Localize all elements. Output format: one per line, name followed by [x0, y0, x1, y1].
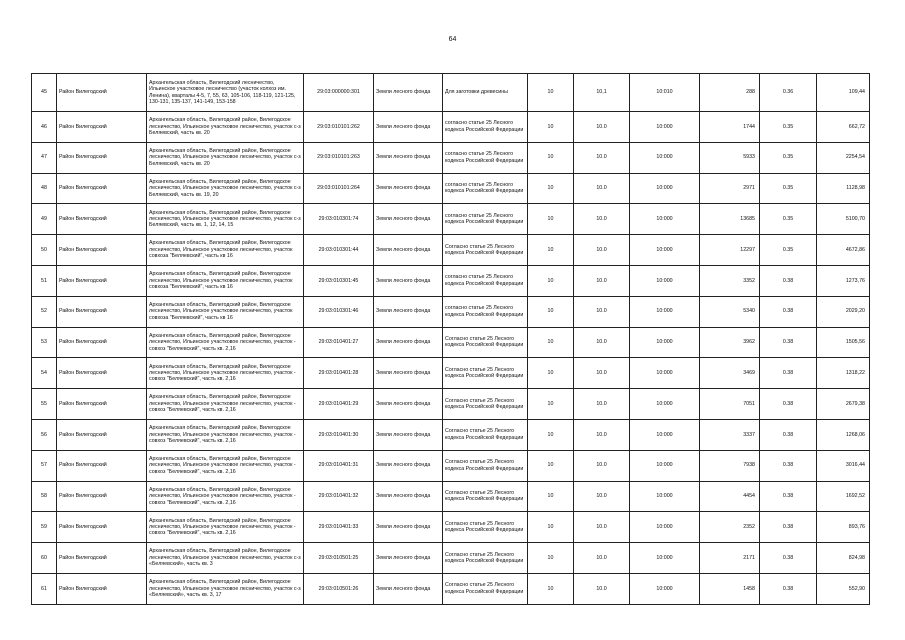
location-cell: Архангельская область, Вилегодский район, Вилегодское лесничество, Ильинское участковое лесничество, участок - совхоз "Беляевский", часть кв. 2,16: [147, 481, 304, 512]
purpose-cell: Согласно статье 25 Лесного кодекса Российской Федерации: [443, 481, 528, 512]
land-category-cell: Земли лесного фонда: [374, 389, 443, 420]
location-cell: Архангельская область, Вилегодский район, Вилегодское лесничество, Ильинское участковое лесничество, участок совхоза "Беляевский", часть кв 16: [147, 296, 304, 327]
value-cell-1: 10: [528, 419, 574, 450]
value-cell-3: 10:000: [630, 204, 700, 235]
district-cell: Район Вилегодский: [57, 419, 147, 450]
value-cell-3: 10:000: [630, 265, 700, 296]
sum-cell: 5100,70: [817, 204, 870, 235]
cadastre-number-cell: 29:03:010301:45: [304, 265, 374, 296]
value-cell-1: 10: [528, 389, 574, 420]
land-category-cell: Земли лесного фонда: [374, 173, 443, 204]
value-cell-3: 10:000: [630, 481, 700, 512]
table-row: [32, 481, 870, 512]
district-cell: Район Вилегодский: [57, 112, 147, 143]
rate-cell: 0.38: [760, 573, 817, 604]
cadastre-number-cell: 29:03:010301:44: [304, 235, 374, 266]
row-number: 59: [32, 512, 57, 543]
row-number: 49: [32, 204, 57, 235]
value-cell-1: 10: [528, 142, 574, 173]
location-cell: Архангельская область, Вилегодский район, Вилегодское лесничество, Ильинское участковое лесничество, участок - совхоз "Беляевский", часть кв. 2,16: [147, 512, 304, 543]
area-cell: 7938: [700, 450, 760, 481]
district-cell: Район Вилегодский: [57, 296, 147, 327]
area-cell: 1458: [700, 573, 760, 604]
purpose-cell: согласно статье 25 Лесного кодекса Российской Федерации: [443, 265, 528, 296]
value-cell-1: 10: [528, 74, 574, 112]
sum-cell: 109,44: [817, 74, 870, 112]
rate-cell: 0.35: [760, 204, 817, 235]
sum-cell: 1505,56: [817, 327, 870, 358]
value-cell-2: 10.0: [574, 573, 630, 604]
value-cell-2: 10.0: [574, 204, 630, 235]
land-category-cell: Земли лесного фонда: [374, 358, 443, 389]
table-row: [32, 450, 870, 481]
purpose-cell: Для заготовки древесины: [443, 74, 528, 112]
land-category-cell: Земли лесного фонда: [374, 74, 443, 112]
cadastre-number-cell: 29:03:010401:32: [304, 481, 374, 512]
district-cell: Район Вилегодский: [57, 481, 147, 512]
value-cell-1: 10: [528, 204, 574, 235]
cadastre-number-cell: 29:03:010501:26: [304, 573, 374, 604]
sum-cell: 2679,38: [817, 389, 870, 420]
district-cell: Район Вилегодский: [57, 327, 147, 358]
cadastre-number-cell: 29:03:010401:33: [304, 512, 374, 543]
sum-cell: 2029,20: [817, 296, 870, 327]
value-cell-1: 10: [528, 112, 574, 143]
row-number: 46: [32, 112, 57, 143]
table-row: [32, 265, 870, 296]
area-cell: 3337: [700, 419, 760, 450]
location-cell: Архангельская область, Вилегодский район, Вилегодское лесничество, Ильинское участковое лесничество, участок с-з Беляевский, часть кв. 20: [147, 112, 304, 143]
area-cell: 13685: [700, 204, 760, 235]
location-cell: Архангельская область, Вилегодский район, Вилегодское лесничество, Ильинское участковое лесничество, участок - совхоз "Беляевский", часть кв. 2,16: [147, 358, 304, 389]
area-cell: 2171: [700, 543, 760, 574]
purpose-cell: Согласно статье 25 Лесного кодекса Российской Федерации: [443, 450, 528, 481]
purpose-cell: Согласно статье 25 Лесного кодекса Российской Федерации: [443, 419, 528, 450]
area-cell: 1744: [700, 112, 760, 143]
purpose-cell: согласно статье 25 Лесного кодекса Российской Федерации: [443, 296, 528, 327]
land-category-cell: Земли лесного фонда: [374, 296, 443, 327]
land-category-cell: Земли лесного фонда: [374, 112, 443, 143]
value-cell-1: 10: [528, 512, 574, 543]
cadastre-number-cell: 29:03:010401:27: [304, 327, 374, 358]
value-cell-3: 10:000: [630, 327, 700, 358]
rate-cell: 0.38: [760, 265, 817, 296]
location-cell: Архангельская область, Вилегодский район, Вилегодское лесничество, Ильинское участковое лесничество, участок с-з Беляевский, часть кв. 20: [147, 142, 304, 173]
land-category-cell: Земли лесного фонда: [374, 512, 443, 543]
row-number: 57: [32, 450, 57, 481]
row-number: 55: [32, 389, 57, 420]
value-cell-3: 10:000: [630, 512, 700, 543]
table-row: [32, 327, 870, 358]
district-cell: Район Вилегодский: [57, 573, 147, 604]
location-cell: Архангельская область, Вилегодский район, Вилегодское лесничество, Ильинское участковое лесничество, участок с-з Беляевский, часть кв. 1, 12, 14, 15: [147, 204, 304, 235]
cadastre-number-cell: 29:03:010301:46: [304, 296, 374, 327]
sum-cell: 824,98: [817, 543, 870, 574]
cadastre-number-cell: 29:03:010401:28: [304, 358, 374, 389]
value-cell-2: 10.0: [574, 265, 630, 296]
value-cell-1: 10: [528, 265, 574, 296]
land-category-cell: Земли лесного фонда: [374, 481, 443, 512]
row-number: 56: [32, 419, 57, 450]
value-cell-2: 10.0: [574, 419, 630, 450]
rate-cell: 0.38: [760, 419, 817, 450]
district-cell: Район Вилегодский: [57, 142, 147, 173]
cadastre-number-cell: 29:03:010401:29: [304, 389, 374, 420]
rate-cell: 0.38: [760, 358, 817, 389]
value-cell-3: 10:000: [630, 450, 700, 481]
area-cell: 2352: [700, 512, 760, 543]
value-cell-1: 10: [528, 450, 574, 481]
row-number: 54: [32, 358, 57, 389]
value-cell-3: 10:010: [630, 74, 700, 112]
value-cell-2: 10.0: [574, 112, 630, 143]
cadastre-number-cell: 29:03:010401:31: [304, 450, 374, 481]
value-cell-2: 10.0: [574, 173, 630, 204]
table-row: [32, 296, 870, 327]
value-cell-1: 10: [528, 481, 574, 512]
row-number: 48: [32, 173, 57, 204]
rate-cell: 0.35: [760, 142, 817, 173]
table-row: [32, 204, 870, 235]
table-row: [32, 573, 870, 604]
sum-cell: 893,76: [817, 512, 870, 543]
rate-cell: 0.38: [760, 389, 817, 420]
location-cell: Архангельская область, Вилегодский район, Вилегодское лесничество, Ильинское участковое лесничество, участок с-з Беляевский, часть кв. 19, 20: [147, 173, 304, 204]
land-category-cell: Земли лесного фонда: [374, 573, 443, 604]
rate-cell: 0.38: [760, 543, 817, 574]
land-category-cell: Земли лесного фонда: [374, 142, 443, 173]
value-cell-2: 10.0: [574, 389, 630, 420]
sum-cell: 4672,86: [817, 235, 870, 266]
value-cell-1: 10: [528, 358, 574, 389]
area-cell: 5933: [700, 142, 760, 173]
cadastre-number-cell: 29:03:010101:264: [304, 173, 374, 204]
value-cell-3: 10:000: [630, 142, 700, 173]
land-category-cell: Земли лесного фонда: [374, 327, 443, 358]
purpose-cell: согласно статье 25 Лесного кодекса Российской Федерации: [443, 142, 528, 173]
value-cell-2: 10.0: [574, 296, 630, 327]
purpose-cell: согласно статье 25 Лесного кодекса Российской Федерации: [443, 173, 528, 204]
district-cell: Район Вилегодский: [57, 512, 147, 543]
table-row: [32, 419, 870, 450]
sum-cell: 1692,52: [817, 481, 870, 512]
value-cell-2: 10.0: [574, 512, 630, 543]
district-cell: Район Вилегодский: [57, 235, 147, 266]
location-cell: Архангельская область, Вилегодский район, Вилегодское лесничество, Ильинское участковое лесничество, участок с-з «Беляевский», часть кв. 3, 17: [147, 573, 304, 604]
land-category-cell: Земли лесного фонда: [374, 235, 443, 266]
value-cell-1: 10: [528, 543, 574, 574]
area-cell: 3962: [700, 327, 760, 358]
table-row: [32, 112, 870, 143]
value-cell-3: 10:000: [630, 112, 700, 143]
value-cell-2: 10,1: [574, 74, 630, 112]
area-cell: 7051: [700, 389, 760, 420]
cadastre-number-cell: 29:03:010101:262: [304, 112, 374, 143]
location-cell: Архангельская область, Вилегодский район, Вилегодское лесничество, Ильинское участковое лесничество, участок совхоза "Беляевский", часть кв 16: [147, 235, 304, 266]
purpose-cell: Согласно статье 25 Лесного кодекса Российской Федерации: [443, 573, 528, 604]
location-cell: Архангельская область, Вилегодский район, Вилегодское лесничество, Ильинское участковое лесничество, участок совхоза "Беляевский", часть кв 16: [147, 265, 304, 296]
row-number: 53: [32, 327, 57, 358]
row-number: 47: [32, 142, 57, 173]
row-number: 51: [32, 265, 57, 296]
location-cell: Архангельская область, Вилегодский район, Вилегодское лесничество, Ильинское участковое лесничество, участок - совхоз "Беляевский", часть кв. 2,16: [147, 419, 304, 450]
rate-cell: 0.35: [760, 173, 817, 204]
table-body: [32, 74, 870, 605]
value-cell-2: 10.0: [574, 235, 630, 266]
table-row: [32, 142, 870, 173]
rate-cell: 0.38: [760, 481, 817, 512]
cadastre-number-cell: 29:03:010501:25: [304, 543, 374, 574]
value-cell-3: 10:000: [630, 389, 700, 420]
district-cell: Район Вилегодский: [57, 389, 147, 420]
land-category-cell: Земли лесного фонда: [374, 204, 443, 235]
district-cell: Район Вилегодский: [57, 265, 147, 296]
row-number: 50: [32, 235, 57, 266]
location-cell: Архангельская область, Вилегодский лесничество, Ильинское участковое лесничество (участок колхоз им. Ленина), кварталы 4-5, 7, 55, 63, 105-106, 118-119, 121-125, 130-131, 135-137, 141-149, 153-158: [147, 74, 304, 112]
land-category-cell: Земли лесного фонда: [374, 543, 443, 574]
purpose-cell: согласно статье 25 Лесного кодекса Российской Федерации: [443, 204, 528, 235]
area-cell: 3469: [700, 358, 760, 389]
value-cell-3: 10:000: [630, 543, 700, 574]
table-row: [32, 358, 870, 389]
district-cell: Район Вилегодский: [57, 450, 147, 481]
value-cell-1: 10: [528, 296, 574, 327]
sum-cell: 662,72: [817, 112, 870, 143]
row-number: 52: [32, 296, 57, 327]
value-cell-1: 10: [528, 235, 574, 266]
district-cell: Район Вилегодский: [57, 74, 147, 112]
value-cell-2: 10.0: [574, 543, 630, 574]
table-row: [32, 173, 870, 204]
land-category-cell: Земли лесного фонда: [374, 450, 443, 481]
location-cell: Архангельская область, Вилегодский район, Вилегодское лесничество, Ильинское участковое лесничество, участок - совхоз "Беляевский", часть кв. 2,16: [147, 389, 304, 420]
row-number: 61: [32, 573, 57, 604]
area-cell: 12297: [700, 235, 760, 266]
district-cell: Район Вилегодский: [57, 358, 147, 389]
rate-cell: 0.38: [760, 327, 817, 358]
land-category-cell: Земли лесного фонда: [374, 419, 443, 450]
sum-cell: 1128,98: [817, 173, 870, 204]
value-cell-1: 10: [528, 573, 574, 604]
value-cell-2: 10.0: [574, 481, 630, 512]
value-cell-2: 10.0: [574, 327, 630, 358]
value-cell-3: 10:000: [630, 173, 700, 204]
cadastre-number-cell: 29:03:010301:74: [304, 204, 374, 235]
land-plots-table: [31, 73, 870, 605]
sum-cell: 2254,54: [817, 142, 870, 173]
value-cell-3: 10:000: [630, 419, 700, 450]
sum-cell: 1318,22: [817, 358, 870, 389]
value-cell-3: 10:000: [630, 573, 700, 604]
row-number: 58: [32, 481, 57, 512]
value-cell-2: 10.0: [574, 142, 630, 173]
rate-cell: 0.38: [760, 512, 817, 543]
cadastre-number-cell: 29:03:010101:263: [304, 142, 374, 173]
area-cell: 3352: [700, 265, 760, 296]
district-cell: Район Вилегодский: [57, 173, 147, 204]
district-cell: Район Вилегодский: [57, 204, 147, 235]
value-cell-2: 10.0: [574, 358, 630, 389]
page-number: 64: [448, 36, 457, 43]
row-number: 45: [32, 74, 57, 112]
purpose-cell: Согласно статье 25 Лесного кодекса Российской Федерации: [443, 543, 528, 574]
purpose-cell: Согласно статье 25 Лесного кодекса Российской Федерации: [443, 358, 528, 389]
value-cell-3: 10:000: [630, 296, 700, 327]
area-cell: 2971: [700, 173, 760, 204]
sum-cell: 3016,44: [817, 450, 870, 481]
district-cell: Район Вилегодский: [57, 543, 147, 574]
purpose-cell: Согласно статье 25 Лесного кодекса Российской Федерации: [443, 512, 528, 543]
cadastre-number-cell: 29:03:000000:301: [304, 74, 374, 112]
area-cell: 4454: [700, 481, 760, 512]
sum-cell: 1268,06: [817, 419, 870, 450]
rate-cell: 0.38: [760, 296, 817, 327]
area-cell: 5340: [700, 296, 760, 327]
table-row: [32, 235, 870, 266]
location-cell: Архангельская область, Вилегодский район, Вилегодское лесничество, Ильинское участковое лесничество, участок с-з «Беляевский», часть кв. 3: [147, 543, 304, 574]
location-cell: Архангельская область, Вилегодский район, Вилегодское лесничество, Ильинское участковое лесничество, участок - совхоз "Беляевский", часть кв. 2,16: [147, 450, 304, 481]
value-cell-3: 10:000: [630, 235, 700, 266]
rate-cell: 0.35: [760, 112, 817, 143]
rate-cell: 0.35: [760, 235, 817, 266]
area-cell: 288: [700, 74, 760, 112]
rate-cell: 0.38: [760, 450, 817, 481]
rate-cell: 0.36: [760, 74, 817, 112]
location-cell: Архангельская область, Вилегодский район, Вилегодское лесничество, Ильинское участковое лесничество, участок - совхоз "Беляевский", часть кв. 2,16: [147, 327, 304, 358]
sum-cell: 552,90: [817, 573, 870, 604]
purpose-cell: согласно статье 25 Лесного кодекса Российской Федерации: [443, 112, 528, 143]
sum-cell: 1273,76: [817, 265, 870, 296]
purpose-cell: Согласно статье 25 Лесного кодекса Российской Федерации: [443, 389, 528, 420]
value-cell-1: 10: [528, 327, 574, 358]
table-row: [32, 543, 870, 574]
table-row: [32, 389, 870, 420]
land-category-cell: Земли лесного фонда: [374, 265, 443, 296]
row-number: 60: [32, 543, 57, 574]
value-cell-2: 10.0: [574, 450, 630, 481]
cadastre-number-cell: 29:03:010401:30: [304, 419, 374, 450]
table-row: [32, 512, 870, 543]
purpose-cell: Согласно статье 25 Лесного кодекса Российской Федерации: [443, 235, 528, 266]
table-row: [32, 74, 870, 112]
value-cell-3: 10:000: [630, 358, 700, 389]
purpose-cell: Согласно статье 25 Лесного кодекса Российской Федерации: [443, 327, 528, 358]
value-cell-1: 10: [528, 173, 574, 204]
